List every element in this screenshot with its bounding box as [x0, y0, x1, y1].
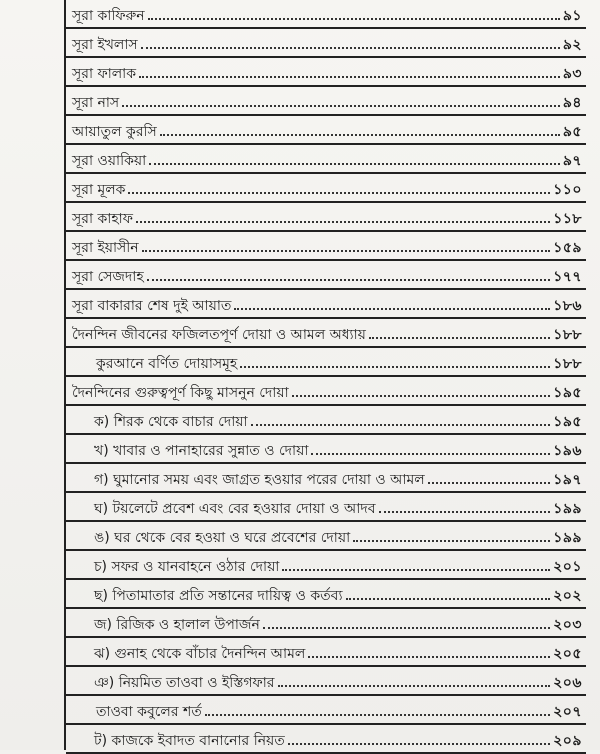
toc-page-number: ৯৫: [562, 124, 582, 140]
dot-leader: [142, 250, 551, 252]
toc-page-number: ৯৪: [562, 95, 582, 111]
toc-title: দৈনন্দিনের গুরুত্বপূর্ণ কিছু মাসনুন দোয়া: [72, 385, 289, 401]
toc-row: [66, 145, 586, 174]
dot-leader: [346, 598, 551, 600]
toc-page-number: ১৯৯: [553, 501, 582, 517]
toc-title: ঞ) নিয়মিত তাওবা ও ইস্তিগফার: [94, 675, 275, 691]
toc-page-number: ১৮৮: [553, 327, 582, 343]
toc-title: ক) শিরক থেকে বাচার দোয়া: [94, 414, 248, 430]
toc-row: [66, 377, 586, 406]
toc-title: সূরা ইখলাস: [72, 37, 138, 53]
toc-row: [66, 406, 586, 435]
toc-title: সূরা ওয়াকিয়া: [72, 153, 147, 169]
toc-row: [66, 203, 586, 232]
dot-leader: [292, 395, 551, 397]
toc-title: আয়াতুল কুরসি: [72, 124, 157, 140]
toc-page-number: ১৯৫: [553, 385, 582, 401]
toc-page-number: ১৯৭: [553, 472, 582, 488]
toc-row: [66, 116, 586, 145]
dot-leader: [282, 569, 550, 571]
toc-page-number: ১৫৯: [553, 240, 582, 256]
toc-title: সূরা কাহাফ: [72, 211, 133, 227]
dot-leader: [263, 627, 550, 629]
toc-page-number: ১৮৬: [553, 298, 582, 314]
dot-leader: [122, 105, 560, 107]
toc-title: চ) সফর ও যানবাহনে ওঠার দোয়া: [94, 559, 280, 575]
toc-row: [66, 58, 586, 87]
toc-row: [66, 29, 586, 58]
dot-leader: [308, 656, 550, 658]
toc-page-number: ২০৭: [553, 704, 582, 720]
dot-leader: [240, 366, 550, 368]
toc-page-number: ১৭৭: [553, 269, 582, 285]
toc-title: সূরা বাকারার শেষ দুই আয়াত: [72, 298, 232, 314]
toc-page-number: ১৯৫: [553, 414, 582, 430]
toc-row: [66, 261, 586, 290]
table-of-contents: [64, 0, 586, 750]
toc-page-number: ২০২: [553, 588, 582, 604]
toc-page-number: ১১৮: [553, 211, 582, 227]
toc-title: গ) ঘুমানোর সময় এবং জাগ্রত হওয়ার পরের দোয়া ও আমল: [94, 472, 425, 488]
toc-row: [66, 493, 586, 522]
toc-title: সূরা ফালাক: [72, 66, 137, 82]
toc-page-number: ৯২: [562, 37, 582, 53]
toc-page-number: ৯১: [562, 8, 582, 24]
toc-title: ঙ) ঘর থেকে বের হওয়া ও ঘরে প্রবেশের দোয়া: [94, 530, 351, 546]
dot-leader: [353, 540, 550, 542]
dot-leader: [311, 453, 550, 455]
dot-leader: [139, 76, 560, 78]
toc-page-number: ১৯৯: [553, 530, 582, 546]
toc-row: [66, 0, 586, 29]
toc-title: সূরা নাস: [72, 95, 120, 111]
toc-title: সূরা মূলক: [72, 182, 126, 198]
toc-title: ট) কাজকে ইবাদত বানানোর নিয়ত: [94, 733, 285, 749]
dot-leader: [288, 743, 550, 745]
toc-row: [66, 522, 586, 551]
toc-title: সূরা সেজদাহ: [72, 269, 144, 285]
toc-title: ঝ) গুনাহ থেকে বাঁচার দৈনন্দিন আমল: [94, 646, 306, 662]
toc-title: দৈনন্দিন জীবনের ফজিলতপূর্ণ দোয়া ও আমল অধ্যায়: [72, 327, 366, 343]
dot-leader: [147, 279, 551, 281]
dot-leader: [379, 511, 551, 513]
dot-leader: [160, 134, 560, 136]
toc-page-number: ১১০: [553, 182, 582, 198]
toc-title: সূরা কাফিরুন: [72, 8, 145, 24]
toc-row: [66, 232, 586, 261]
toc-title: কুরআনে বর্ণিত দোয়াসমূহ: [96, 356, 238, 372]
toc-row: [66, 667, 586, 696]
toc-row: [66, 348, 586, 377]
toc-page-number: ১৮৮: [553, 356, 582, 372]
toc-page-number: ২০৫: [553, 646, 582, 662]
toc-title: সূরা ইয়াসীন: [72, 240, 139, 256]
toc-page-number: ১৯৬: [553, 443, 582, 459]
toc-page-number: ৯৭: [562, 153, 582, 169]
dot-leader: [278, 685, 551, 687]
dot-leader: [141, 47, 560, 49]
toc-row: [66, 580, 586, 609]
toc-row: [66, 638, 586, 667]
toc-page-number: ২০১: [553, 559, 582, 575]
dot-leader: [149, 163, 560, 165]
dot-leader: [251, 424, 551, 426]
toc-row: [66, 696, 586, 725]
toc-title: তাওবা কবুলের শর্ত: [96, 704, 202, 720]
dot-leader: [128, 192, 550, 194]
dot-leader: [136, 221, 550, 223]
toc-row: [66, 551, 586, 580]
dot-leader: [369, 337, 550, 339]
toc-title: খ) খাবার ও পানাহারের সুন্নাত ও দোয়া: [94, 443, 309, 459]
toc-title: জ) রিজিক ও হালাল উপার্জন: [94, 617, 260, 633]
toc-row: [66, 87, 586, 116]
toc-page-number: ২০৯: [553, 733, 582, 749]
toc-title: ঘ) টয়লেটে প্রবেশ এবং বের হওয়ার দোয়া ও আদব: [94, 501, 376, 517]
toc-row: [66, 464, 586, 493]
toc-row: [66, 290, 586, 319]
toc-row: [66, 435, 586, 464]
toc-row: [66, 174, 586, 203]
dot-leader: [205, 714, 550, 716]
dot-leader: [148, 18, 560, 20]
toc-title: ছ) পিতামাতার প্রতি সন্তানের দায়িত্ব ও কর্তব্য: [94, 588, 343, 604]
dot-leader: [428, 482, 551, 484]
dot-leader: [234, 308, 550, 310]
toc-row: [66, 609, 586, 638]
toc-page-number: ২০৩: [553, 617, 582, 633]
toc-row: [66, 319, 586, 348]
toc-page-number: ৯৩: [562, 66, 582, 82]
toc-page-number: ২০৬: [553, 675, 582, 691]
